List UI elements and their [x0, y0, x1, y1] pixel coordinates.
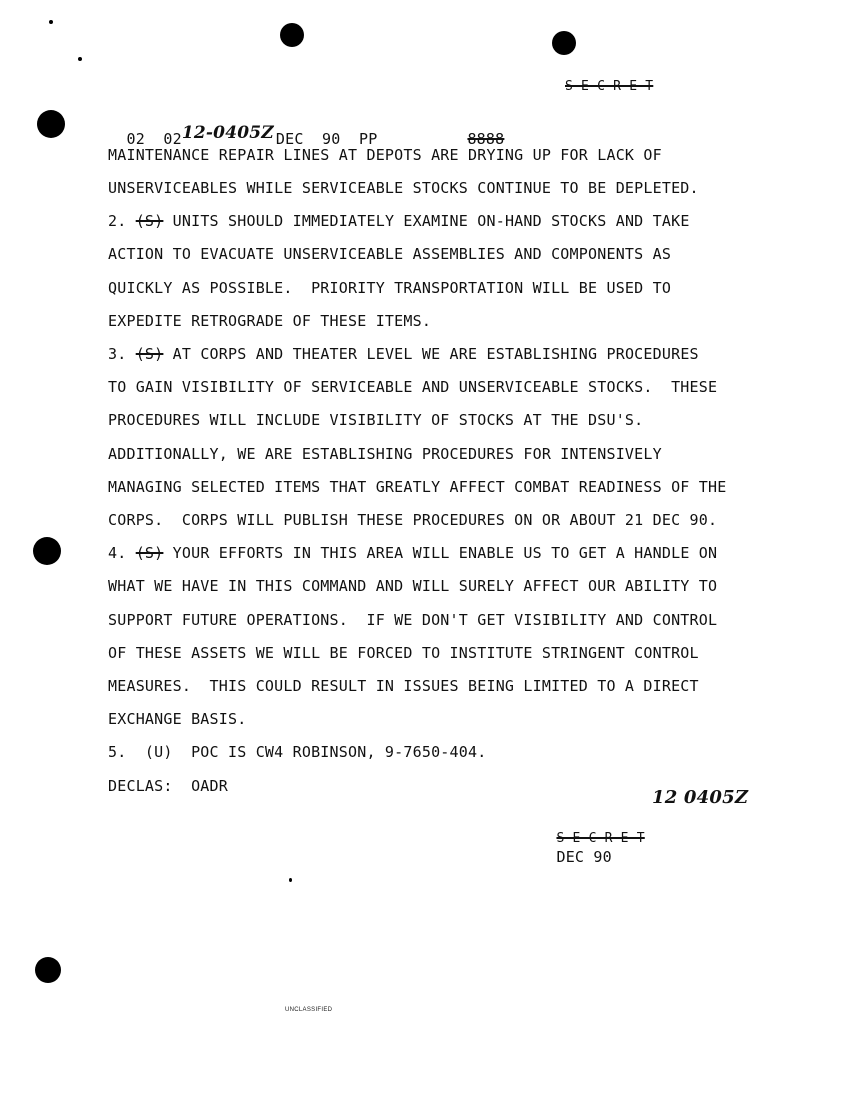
- para3-line: [108, 345, 699, 363]
- body-line: MAINTENANCE REPAIR LINES AT DEPOTS ARE DRYING UP FOR LACK OF: [108, 146, 662, 164]
- para4-line: SUPPORT FUTURE OPERATIONS. IF WE DON'T GET VISIBILITY AND CONTROL: [108, 611, 718, 629]
- declas-line: DECLAS: OADR: [108, 777, 228, 795]
- para3-number: 3.: [108, 345, 136, 363]
- para4-text: YOUR EFFORTS IN THIS AREA WILL ENABLE US TO GET A HANDLE ON: [163, 544, 718, 562]
- handwritten-dtg: 12-0405Z: [181, 123, 274, 143]
- para3-line: CORPS. CORPS WILL PUBLISH THESE PROCEDURES ON OR ABOUT 21 DEC 90.: [108, 511, 718, 529]
- para2-line: [108, 212, 690, 230]
- para3-line: ADDITIONALLY, WE ARE ESTABLISHING PROCEDURES FOR INTENSIVELY: [108, 445, 662, 463]
- footer-date: DEC 90: [556, 848, 612, 866]
- unclassified-stamp: UNCLASSIFIED: [285, 1007, 333, 1013]
- para4-line: EXCHANGE BASIS.: [108, 710, 247, 728]
- punch-hole: [37, 110, 65, 138]
- para2-line: ACTION TO EVACUATE UNSERVICEABLE ASSEMBLIES AND COMPONENTS AS: [108, 245, 672, 263]
- punch-hole: [33, 537, 61, 565]
- punch-hole: [552, 31, 576, 55]
- para2-number: 2.: [108, 212, 136, 230]
- speck: [289, 878, 292, 882]
- message-prefix: 02 02: [126, 130, 182, 148]
- para4-classification-mark: (S): [135, 544, 164, 562]
- speck: [78, 57, 82, 61]
- para4-line: [108, 544, 717, 562]
- message-header: [108, 112, 504, 148]
- para4-number: 4.: [108, 544, 136, 562]
- speck: [49, 20, 53, 24]
- para2-text: UNITS SHOULD IMMEDIATELY EXAMINE ON-HAND STOCKS AND TAKE: [163, 212, 690, 230]
- para2-classification-mark: (S): [135, 212, 164, 230]
- footer-classification: [538, 810, 645, 866]
- punch-hole: [280, 23, 304, 47]
- para2-line: QUICKLY AS POSSIBLE. PRIORITY TRANSPORTATION WILL BE USED TO: [108, 279, 672, 297]
- para3-line: PROCEDURES WILL INCLUDE VISIBILITY OF STOCKS AT THE DSU'S.: [108, 411, 644, 429]
- para4-line: WHAT WE HAVE IN THIS COMMAND AND WILL SURELY AFFECT OUR ABILITY TO: [108, 577, 718, 595]
- para3-text: AT CORPS AND THEATER LEVEL WE ARE ESTABLISHING PROCEDURES: [163, 345, 699, 363]
- para4-line: MEASURES. THIS COULD RESULT IN ISSUES BEING LIMITED TO A DIRECT: [108, 677, 699, 695]
- classification-bottom: S E C R E T: [556, 831, 645, 846]
- para4-line: OF THESE ASSETS WE WILL BE FORCED TO INSTITUTE STRINGENT CONTROL: [108, 644, 699, 662]
- classification-top: S E C R E T: [565, 79, 654, 94]
- para2-line: EXPEDITE RETROGRADE OF THESE ITEMS.: [108, 312, 432, 330]
- para3-line: MANAGING SELECTED ITEMS THAT GREATLY AFFECT COMBAT READINESS OF THE: [108, 478, 727, 496]
- punch-hole: [35, 957, 61, 983]
- dtg-suffix: DEC 90 PP: [275, 130, 378, 148]
- body-line: UNSERVICEABLES WHILE SERVICEABLE STOCKS CONTINUE TO BE DEPLETED.: [108, 179, 699, 197]
- para3-classification-mark: (S): [135, 345, 164, 363]
- footer-handwritten-dtg: 12 0405Z: [652, 787, 749, 808]
- para5-line: 5. (U) POC IS CW4 ROBINSON, 9-7650-404.: [108, 743, 487, 761]
- struck-code: 8888: [467, 130, 505, 148]
- para3-line: TO GAIN VISIBILITY OF SERVICEABLE AND UNSERVICEABLE STOCKS. THESE: [108, 378, 718, 396]
